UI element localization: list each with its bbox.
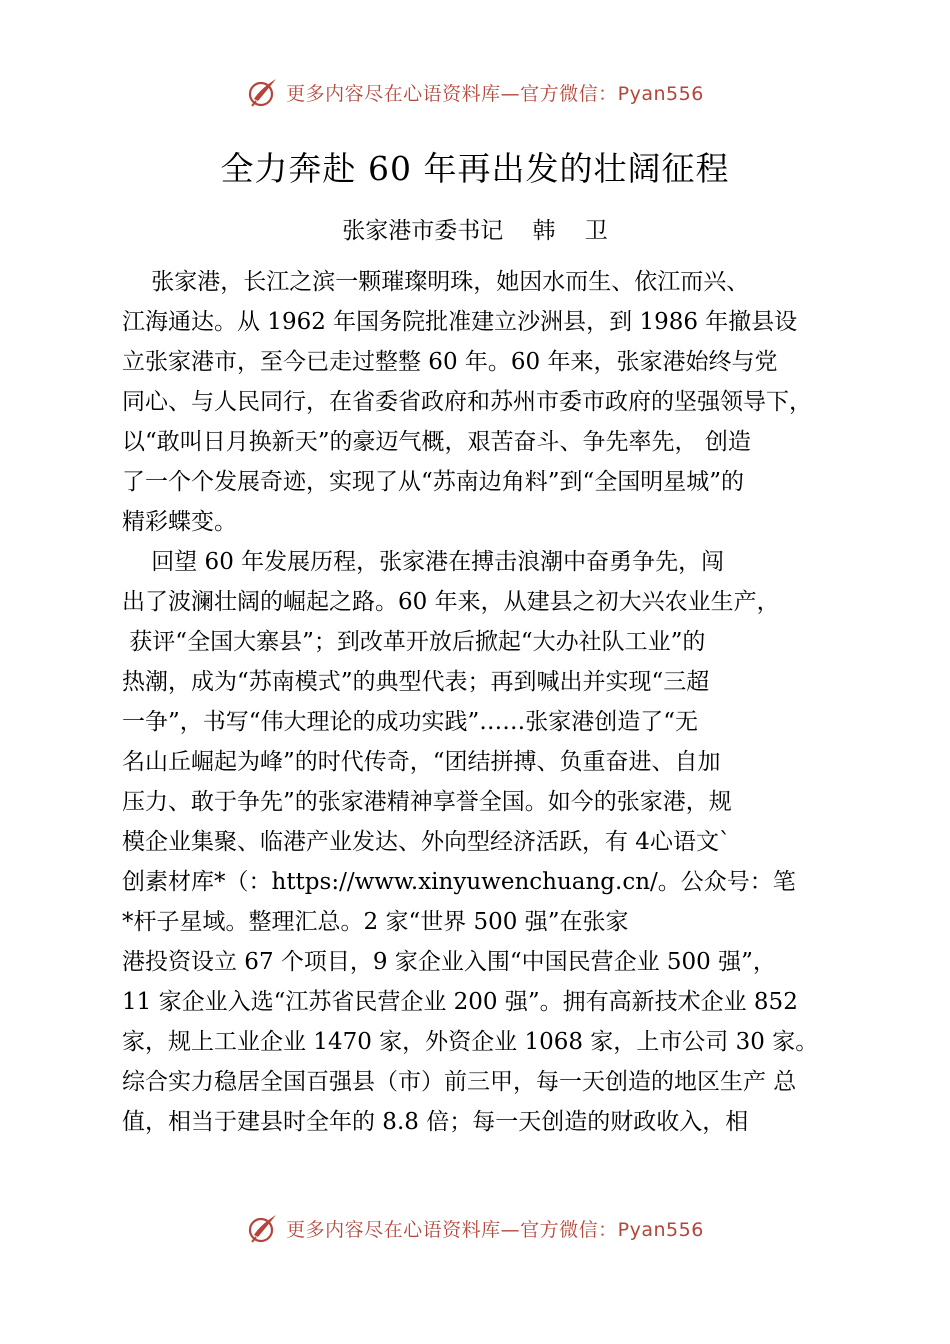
text-line: 模企业集聚、临港产业发达、外向型经济活跃，有 4心语文` <box>122 829 731 855</box>
text-line: 精彩蝶变。 <box>122 509 237 535</box>
quill-logo-icon <box>246 1211 280 1245</box>
text-line: 11 家企业入选“江苏省民营企业 200 强”。拥有高新技术企业 852 <box>122 989 798 1015</box>
text-line: 一争”，书写“伟大理论的成功实践”……张家港创造了“无 <box>122 709 699 735</box>
watermark-banner-top <box>0 72 950 112</box>
quill-logo-icon <box>246 75 280 109</box>
watermark-text: 更多内容尽在心语资料库—官方微信：Pyan556 <box>286 1218 704 1241</box>
watermark-text: 更多内容尽在心语资料库—官方微信：Pyan556 <box>286 82 704 105</box>
text-line: 出了波澜壮阔的崛起之路。60 年来，从建县之初大兴农业生产， <box>122 589 780 615</box>
text-line: 获评“全国大寨县”；到改革开放后掀起“大办社队工业”的 <box>122 629 706 655</box>
article-body <box>122 262 842 1142</box>
text-line: 了一个个发展奇迹，实现了从“苏南边角料”到“全国明星城”的 <box>122 469 745 495</box>
text-line: 家，规上工业企业 1470 家，外资企业 1068 家，上市公司 30 家。 <box>122 1029 819 1055</box>
text-line: 值，相当于建县时全年的 8.8 倍；每一天创造的财政收入，相 <box>122 1109 749 1135</box>
text-line: 张家港，长江之滨一颗璀璨明珠，她因水而生、依江而兴、 <box>122 269 750 295</box>
text-line: *杆子星域。整理汇总。2 家“世界 500 强”在张家 <box>122 909 629 935</box>
text-line: 港投资设立 67 个项目，9 家企业入围“中国民营企业 500 强”， <box>122 949 776 975</box>
text-line: 立张家港市，至今已走过整整 60 年。60 年来，张家港始终与党 <box>122 349 778 375</box>
text-line: 回望 60 年发展历程，张家港在搏击浪潮中奋勇争先，闯 <box>122 549 725 575</box>
text-line: 以“敢叫日月换新天”的豪迈气概，艰苦奋斗、争先率先， 创造 <box>122 429 751 455</box>
page-title: 全力奔赴 60 年再出发的壮阔征程 <box>220 149 730 188</box>
text-line: 创素材库*（：https://www.xinyuwenchuang.cn/。公众号：笔 <box>122 869 796 895</box>
text-line: 名山丘崛起为峰”的时代传奇，“团结拼搏、负重奋进、自加 <box>122 749 721 775</box>
author-byline: 张家港市委书记 韩 卫 <box>342 218 608 244</box>
text-line: 同心、与人民同行，在省委省政府和苏州市委市政府的坚强领导下， <box>122 389 812 415</box>
text-line: 压力、敢于争先”的张家港精神享誉全国。如今的张家港，规 <box>122 789 732 815</box>
text-line: 热潮，成为“苏南模式”的典型代表；再到喊出并实现“三超 <box>122 669 710 695</box>
text-line: 江海通达。从 1962 年国务院批准建立沙洲县，到 1986 年撤县设 <box>122 309 798 335</box>
watermark-banner-bottom <box>0 1208 950 1248</box>
text-line: 综合实力稳居全国百强县（市）前三甲，每一天创造的地区生产 总 <box>122 1069 797 1095</box>
